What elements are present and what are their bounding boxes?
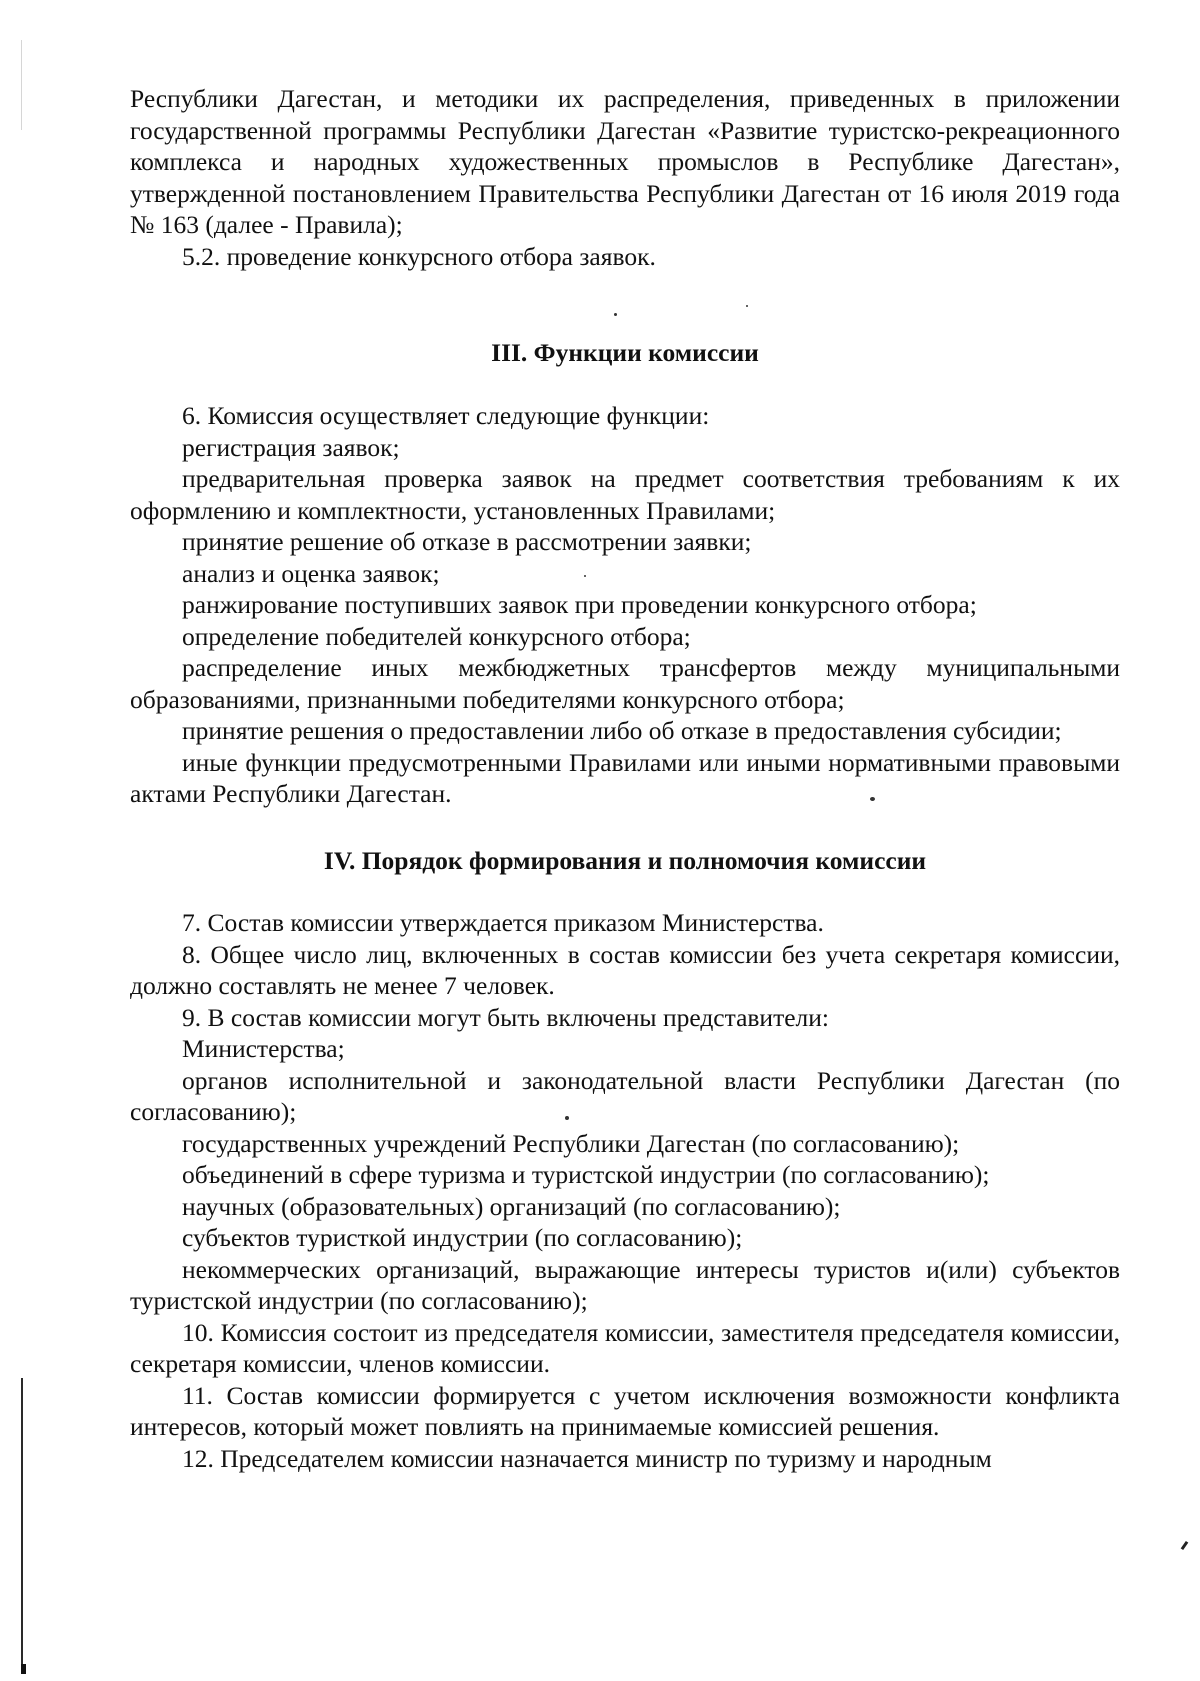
function-item: анализ и оценка заявок;	[182, 558, 440, 588]
scan-artifact-mark	[21, 1664, 26, 1674]
scan-artifact-dot	[614, 313, 617, 316]
section-4-heading: IV. Порядок формирования и полномочия комиссии	[323, 846, 927, 875]
representative-item: объединений в сфере туризма и туристской индустрии (по согласованию);	[182, 1160, 990, 1189]
section-4-heading-block	[130, 845, 1120, 877]
scan-artifact-tick	[1181, 1541, 1189, 1550]
paragraph-12: 12. Председателем комиссии назначается министр по туризму и народным	[182, 1443, 992, 1473]
paragraph-10: 10. Комиссия состоит из председателя комиссии, заместителя председателя комиссии, секретаря комиссии, членов комиссии.	[130, 1317, 1120, 1378]
section-3-body	[130, 400, 1120, 810]
representative-item: Министерства;	[182, 1034, 345, 1063]
paragraph-7: 7. Состав комиссии утверждается приказом Министерства.	[182, 908, 824, 937]
intro-paragraph: Республики Дагестан, и методики их распределения, приведенных в приложении государственной программы Республики Дагестан «Развитие туристско-рекреационного комплекса и народных художественных промыслов в Республике Дагестан», утвержденной постановлением Правительства Республики Дагестан от 16 июля 2019 года № 163 (далее - Правила);	[130, 84, 1120, 239]
scan-artifact-dot	[746, 305, 748, 307]
scan-artifact-line	[21, 1378, 23, 1664]
item-5-2: 5.2. проведение конкурсного отбора заявок.	[182, 241, 656, 271]
scan-artifact-line	[21, 40, 22, 130]
representative-item: некоммерческих организаций, выражающие интересы туристов и(или) субъектов туристской индустрии (по согласованию);	[130, 1254, 1120, 1315]
paragraph-8: 8. Общее число лиц, включенных в состав комиссии без учета секретаря комиссии, должно составлять не менее 7 человек.	[130, 939, 1120, 1000]
representative-item: органов исполнительной и законодательной власти Республики Дагестан (по согласованию);	[130, 1065, 1120, 1126]
representative-item: государственных учреждений Республики Дагестан (по согласованию);	[182, 1128, 960, 1158]
function-item: принятие решения о предоставлении либо об отказе в предоставления субсидии;	[182, 716, 1062, 745]
section-3-lead: 6. Комиссия осуществляет следующие функции:	[182, 401, 710, 430]
function-item: ранжирование поступивших заявок при проведении конкурсного отбора;	[182, 590, 977, 619]
section-3-heading: III. Функции комиссии	[491, 338, 759, 367]
paragraph-9: 9. В состав комиссии могут быть включены представители:	[182, 1002, 829, 1032]
function-item: распределение иных межбюджетных трансфертов между муниципальными образованиями, признанными победителями конкурсного отбора;	[130, 653, 1120, 714]
paragraph-11: 11. Состав комиссии формируется с учетом исключения возможности конфликта интересов, который может повлиять на принимаемые комиссией решения.	[130, 1380, 1120, 1441]
function-item: принятие решение об отказе в рассмотрении заявки;	[182, 527, 752, 556]
intro-block	[130, 83, 1120, 272]
function-item: предварительная проверка заявок на предмет соответствия требованиям к их оформлению и комплектности, установленных Правилами;	[130, 464, 1120, 525]
representative-item: субъектов туристкой индустрии (по согласованию);	[182, 1223, 743, 1252]
section-3-heading-block	[130, 337, 1120, 369]
function-item: регистрация заявок;	[182, 432, 400, 462]
section-4-body	[130, 907, 1120, 1474]
function-item: иные функции предусмотренными Правилами или иными нормативными правовыми актами Республики Дагестан.	[130, 747, 1120, 808]
function-item: определение победителей конкурсного отбора;	[182, 621, 691, 651]
representative-item: научных (образовательных) организаций (по согласованию);	[182, 1191, 841, 1221]
